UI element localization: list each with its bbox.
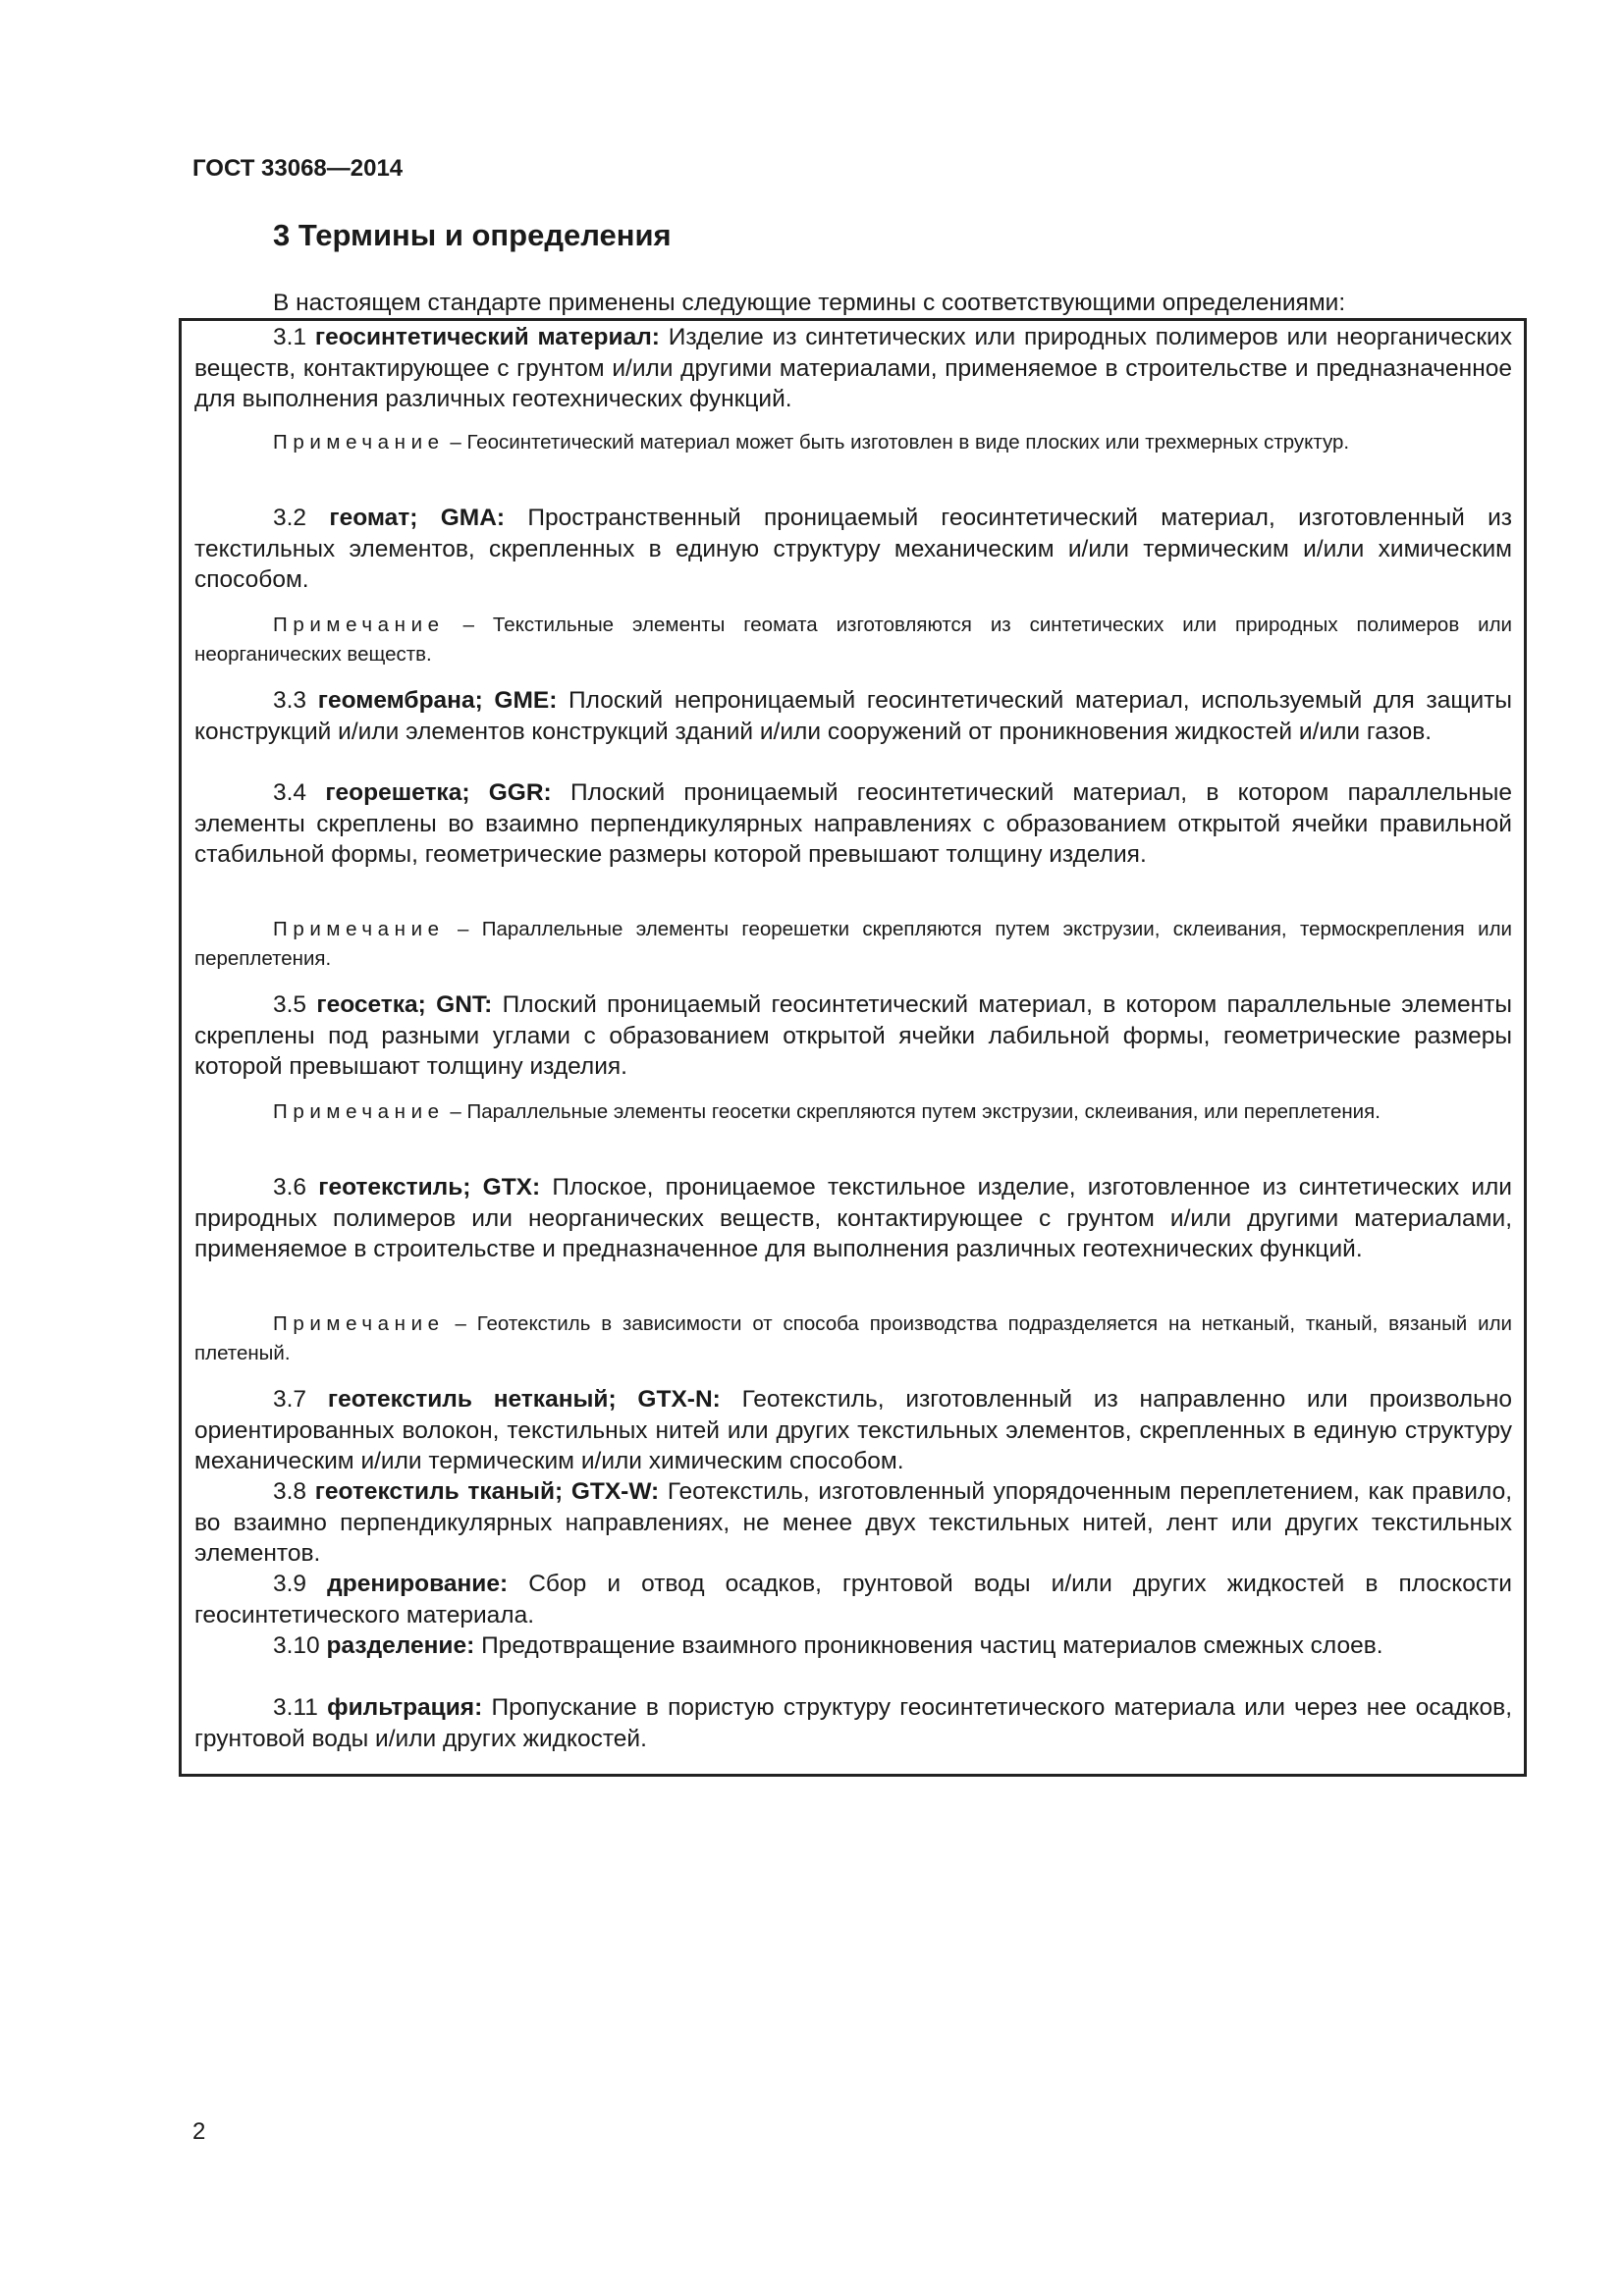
document-code: ГОСТ 33068—2014 [192,155,404,182]
note-label: Примечание [273,918,445,940]
term-name: дренирование: [327,1571,509,1597]
term-name: геомембрана; GME: [317,687,558,714]
term-number: 3.4 [273,779,307,806]
note-text: – Геотекстиль в зависимости от способа производства подразделяется на нетканый, тканый, вязаный или плетеный. [194,1312,1512,1364]
term-3-4-note [194,915,1512,974]
term-definition: Геотекстиль, изготовленный упорядоченным переплетением, как правило, во взаимно перпендикулярных направлениях, не менее двух текстильных нитей, лент или других текстильных элементов. [194,1478,1512,1567]
term-definition: Изделие из синтетических или природных полимеров или неорганических веществ, контактирующее с грунтом и/или другими материалами, применяемое в строительстве и предназначенное для выполнения различных геотехнических функций. [194,324,1512,412]
term-3-8 [194,1476,1512,1570]
term-definition: Предотвращение взаимного проникновения частиц материалов смежных слоев. [481,1632,1383,1659]
term-3-6 [194,1172,1512,1265]
note-label: Примечание [273,1100,445,1123]
term-definition: Плоское, проницаемое текстильное изделие, изготовленное из синтетических или природных полимеров или неорганических веществ, контактирующее с грунтом и/или другими материалами, применяемое в строительстве и предназначенное для выполнения различных геотехнических функций. [194,1174,1512,1262]
term-definition: Геотекстиль, изготовленный из направленно или произвольно ориентированных волокон, текстильных нитей или других текстильных элементов, скрепленных в единую структуру механическим и/или термическим и/или химическим способом. [194,1386,1512,1474]
term-name: разделение: [326,1632,475,1659]
term-number: 3.9 [273,1571,307,1597]
term-number: 3.1 [273,324,307,350]
term-name: геотекстиль; GTX: [318,1174,541,1201]
term-3-5-note [194,1097,1512,1127]
term-number: 3.10 [273,1632,320,1659]
term-3-7 [194,1384,1512,1477]
term-number: 3.6 [273,1174,307,1201]
term-3-10 [194,1630,1512,1662]
page-number: 2 [192,2118,206,2145]
term-3-9 [194,1569,1512,1630]
note-label: Примечание [273,614,445,636]
term-3-1 [194,322,1512,415]
note-label: Примечание [273,431,445,454]
note-text: – Параллельные элементы георешетки скрепляются путем экструзии, склеивания, термоскрепления или переплетения. [194,918,1512,970]
section-intro: В настоящем стандарте применены следующие термины с соответствующими определениями: [273,290,1346,316]
term-3-2-note [194,611,1512,669]
term-name: геосинтетический материал: [314,324,660,350]
term-name: геомат; GMA: [329,505,506,531]
note-label: Примечание [273,1312,445,1335]
section-title: 3 Термины и определения [273,218,672,252]
note-text: – Текстильные элементы геомата изготовляются из синтетических или природных полимеров или неорганических веществ. [194,614,1512,666]
note-text: – Геосинтетический материал может быть изготовлен в виде плоских или трехмерных структур. [450,431,1350,454]
term-number: 3.5 [273,991,307,1018]
term-definition: Плоский проницаемый геосинтетический материал, в котором параллельные элементы скреплены во взаимно перпендикулярных направлениях с образованием открытой ячейки правильной стабильной формы, геометрические размеры которой превышают толщину изделия. [194,779,1513,868]
term-3-2 [194,503,1512,596]
term-3-4 [194,777,1512,871]
term-name: геосетка; GNT: [316,991,493,1018]
term-number: 3.11 [273,1694,318,1721]
term-3-1-note [194,428,1512,457]
note-text: – Параллельные элементы геосетки скрепляются путем экструзии, склеивания, или переплетения. [450,1100,1380,1123]
term-number: 3.2 [273,505,307,531]
term-number: 3.3 [273,687,307,714]
term-definition: Плоский непроницаемый геосинтетический материал, используемый для защиты конструкций и/или элементов конструкций зданий и/или сооружений от проникновения жидкостей и/или газов. [194,687,1512,745]
term-name: геотекстиль нетканый; GTX-N: [327,1386,721,1413]
term-definition: Пространственный проницаемый геосинтетический материал, изготовленный из текстильных элементов, скрепленных в единую структуру механическим и/или термическим и/или химическим способом. [194,505,1513,593]
term-definition: Плоский проницаемый геосинтетический материал, в котором параллельные элементы скреплены под разными углами с образованием открытой ячейки лабильной формы, геометрические размеры которой превышают толщину изделия. [194,991,1512,1080]
term-3-3 [194,685,1512,747]
term-number: 3.7 [273,1386,307,1413]
term-name: георешетка; GGR: [325,779,552,806]
term-name: фильтрация: [327,1694,483,1721]
term-name: геотекстиль тканый; GTX-W: [314,1478,660,1505]
term-definition: Сбор и отвод осадков, грунтовой воды и/или других жидкостей в плоскости геосинтетического материала. [194,1571,1512,1629]
term-3-11 [194,1692,1512,1754]
term-3-5 [194,989,1512,1083]
term-number: 3.8 [273,1478,307,1505]
term-definition: Пропускание в пористую структуру геосинтетического материала или через нее осадков, грунтовой воды и/или других жидкостей. [194,1694,1512,1752]
term-3-6-note [194,1309,1512,1368]
